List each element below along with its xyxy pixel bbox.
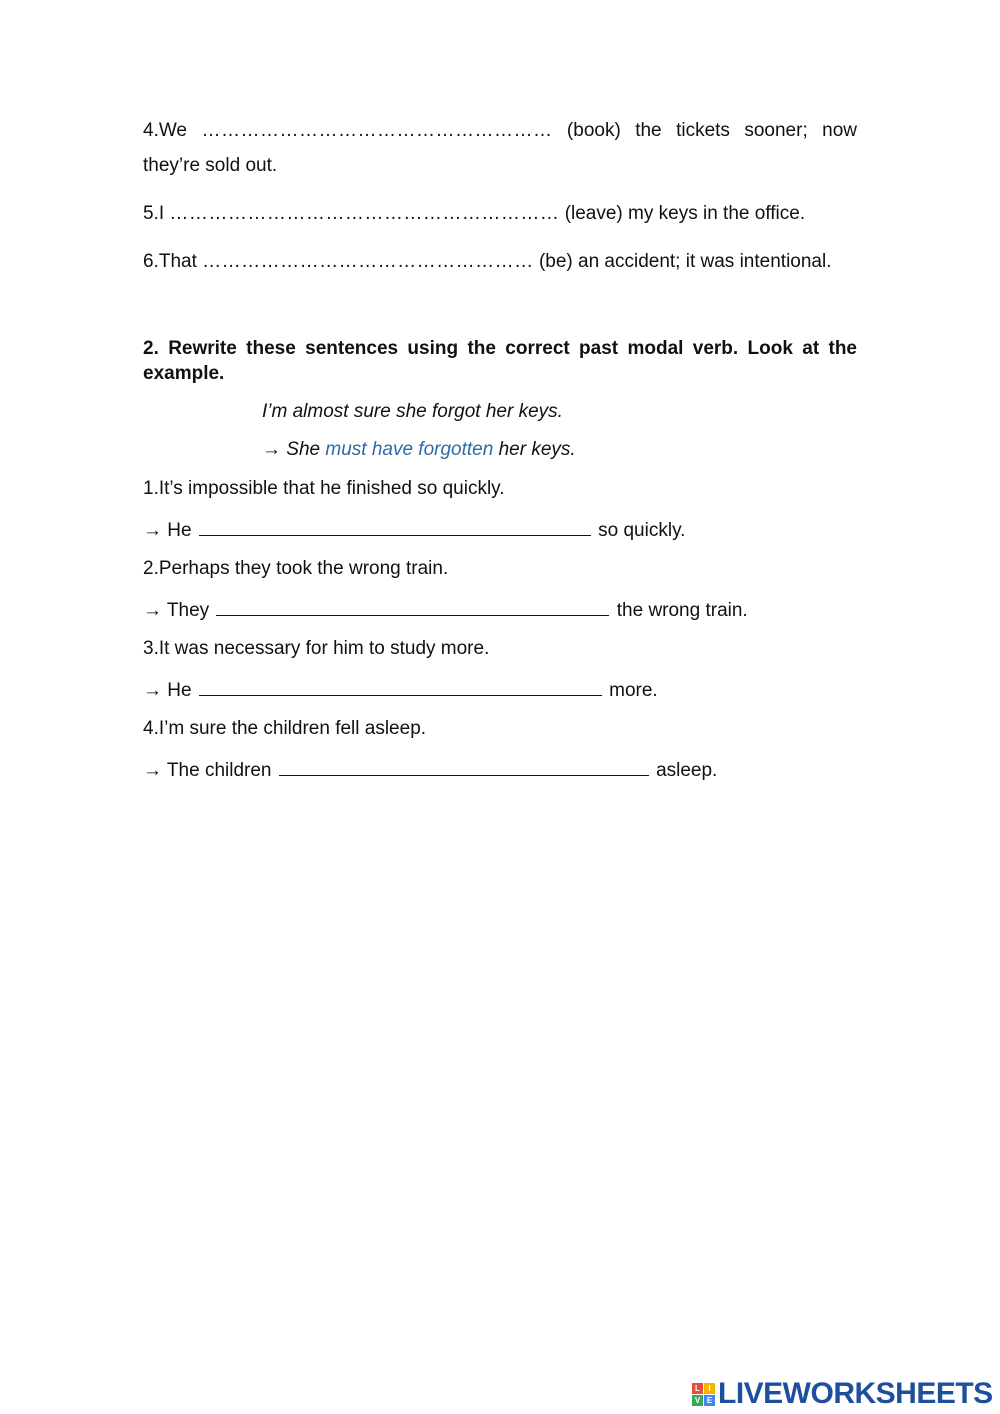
answer-dots[interactable]: …………………………………………………… [169,203,560,224]
exercise2-item-3-answer [143,677,658,703]
example-sentence: I’m almost sure she forgot her keys. [262,401,563,422]
exercise1-item-4 [143,119,857,143]
answer-lead: → He [143,680,192,701]
heading-line-1: 2. Rewrite these sentences using the correct past modal verb. Look at the [143,338,857,359]
answer-blank[interactable] [199,677,602,696]
logo-letter-i: I [704,1383,715,1394]
exercise1-item-5 [143,202,805,226]
example-modal: must have forgotten [325,439,494,460]
answer-blank[interactable] [216,597,609,616]
exercise2-heading [143,336,857,386]
exercise1-item-4-continuation: they’re sold out. [143,155,278,176]
logo-letter-e: E [704,1395,715,1406]
exercise1-item-6 [143,250,832,274]
logo-letter-l: L [692,1383,703,1394]
answer-blank[interactable] [199,517,591,536]
exercise2-item-1-prompt: 1.It’s impossible that he finished so quickly. [143,478,505,499]
answer-lead: → They [143,600,210,621]
item-number: 5.I [143,203,165,224]
item-text: (be) an accident; it was intentional. [538,251,832,272]
exercise2-item-4-answer [143,757,717,783]
answer-tail: asleep. [656,760,718,781]
exercise2-item-2-answer [143,597,748,623]
exercise2-item-3-prompt: 3.It was necessary for him to study more. [143,638,490,659]
example-answer [262,438,576,462]
answer-tail: the wrong train. [616,600,748,621]
answer-dots[interactable]: …………………………………………… [202,251,534,272]
liveworksheets-logo [692,1377,993,1411]
logo-icon [692,1383,715,1406]
logo-letter-v: V [692,1395,703,1406]
item-text: (leave) my keys in the office. [564,203,806,224]
example-answer-end: her keys. [498,439,576,460]
answer-lead: → He [143,520,192,541]
answer-tail: more. [609,680,658,701]
answer-tail: so quickly. [598,520,686,541]
answer-blank[interactable] [279,757,649,776]
logo-text: LIVEWORKSHEETS [718,1377,993,1410]
exercise2-item-2-prompt: 2.Perhaps they took the wrong train. [143,558,449,579]
exercise2-item-4-prompt: 4.I’m sure the children fell asleep. [143,718,427,739]
item-number: 6.That [143,251,197,272]
example-answer-start: → She [262,439,321,460]
heading-line-2: example. [143,363,225,384]
item-text: (book) the tickets sooner; now [566,120,858,141]
exercise2-item-1-answer [143,517,685,543]
item-number: 4.We [143,120,188,141]
answer-dots[interactable]: ……………………………………………… [201,120,553,141]
answer-lead: → The children [143,760,272,781]
